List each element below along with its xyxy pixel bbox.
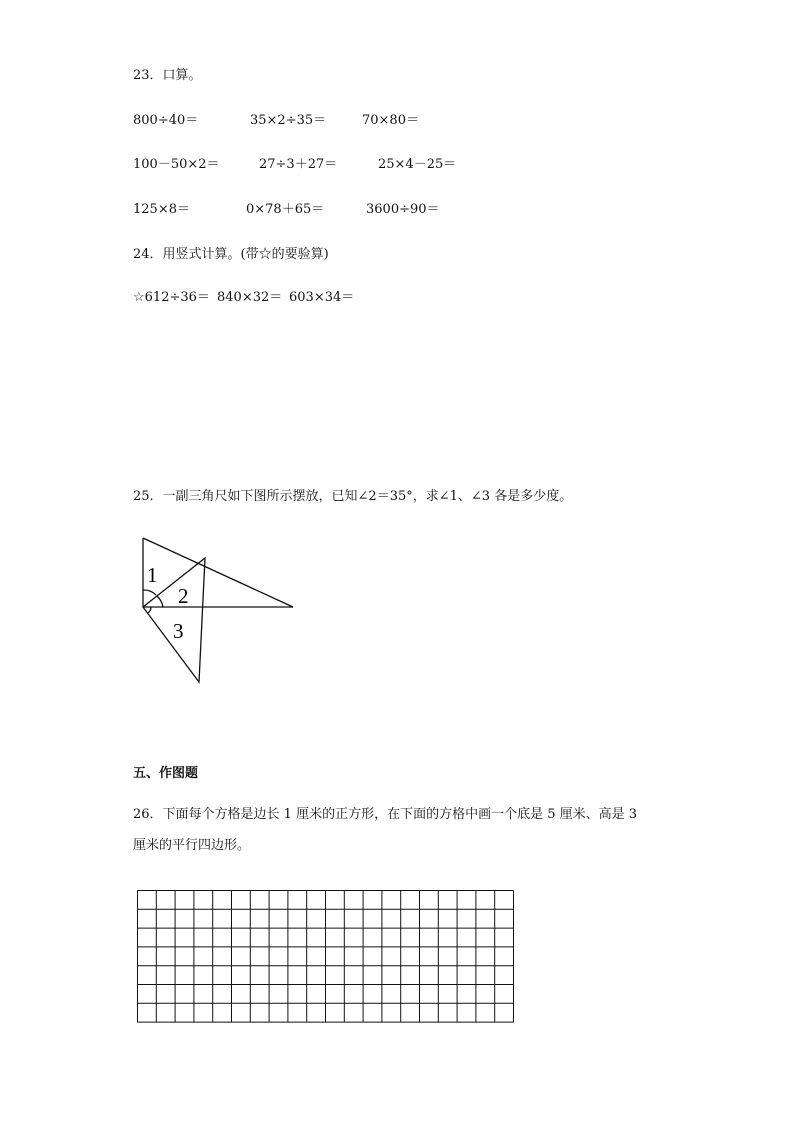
triangle-2	[143, 558, 205, 682]
angle-label-2: 2	[178, 584, 189, 608]
triangle-1	[143, 538, 293, 607]
q25-title: 25．一副三角尺如下图所示摆放，已知∠2＝35°，求∠1、∠3 各是多少度。	[133, 489, 573, 504]
expression: 800÷40＝	[133, 113, 199, 128]
section-heading: 五、作图题	[133, 766, 199, 781]
q26-line-1: 26．下面每个方格是边长 1 厘米的正方形，在下面的方格中画一个底是 5 厘米、高是 3	[133, 807, 638, 822]
expression: 27÷3＋27＝	[259, 157, 338, 172]
expression: 25×4－25＝	[378, 157, 457, 172]
expression: 0×78＋65＝	[246, 202, 325, 217]
angle-3-arc	[148, 607, 151, 613]
q23-row-3	[133, 202, 693, 218]
expression: 840×32＝	[217, 290, 283, 305]
expression: 100－50×2＝	[133, 157, 220, 172]
angle-label-1: 1	[147, 563, 158, 587]
angle-2-arc	[157, 596, 163, 607]
q24-title: 24．用竖式计算。(带☆的要验算)	[133, 247, 329, 262]
q26-line-2: 厘米的平行四边形。	[133, 838, 251, 853]
expression: 3600÷90＝	[366, 202, 440, 217]
angle-1-arc	[143, 590, 156, 595]
expression: 603×34＝	[289, 290, 355, 305]
angle-label-3: 3	[173, 619, 184, 643]
square-grid[interactable]	[136, 889, 516, 1023]
expression: 125×8＝	[133, 202, 190, 217]
q23-row-2	[133, 157, 693, 173]
q24-items	[133, 290, 693, 306]
q23-row-1	[133, 113, 693, 129]
expression: 70×80＝	[362, 113, 419, 128]
q23-title: 23．口算。	[133, 68, 202, 83]
expression: ☆612÷36＝	[133, 290, 210, 305]
expression: 35×2÷35＝	[250, 113, 327, 128]
